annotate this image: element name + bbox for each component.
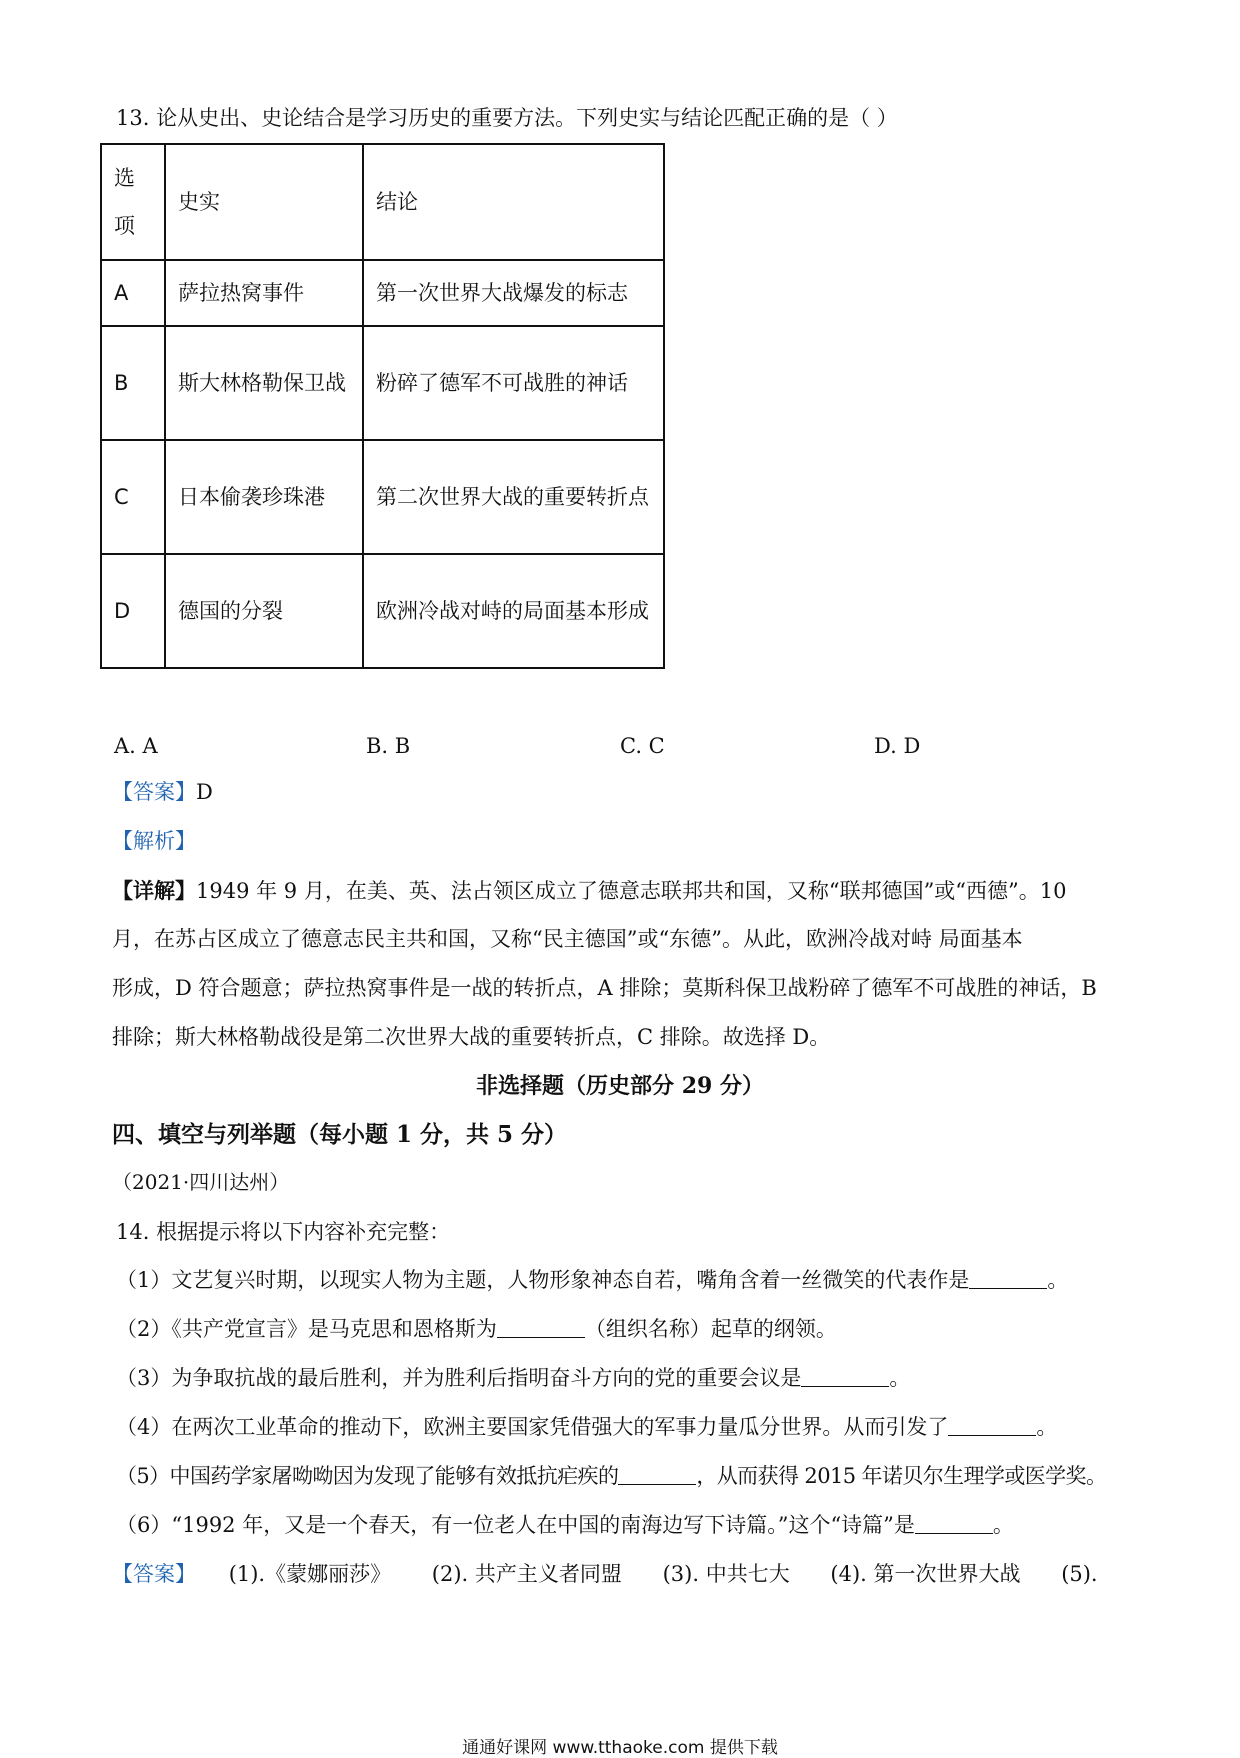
- analysis-label: 【解析】: [112, 829, 196, 853]
- question-13-stem: 13. 论从史出、史论结合是学习历史的重要方法。下列史实与结论匹配正确的是（ ）: [116, 106, 898, 130]
- header-conclusion: 结论: [363, 144, 664, 260]
- item-text: 。: [1036, 1415, 1058, 1439]
- table-row: [101, 554, 664, 668]
- question-14-stem: 14. 根据提示将以下内容补充完整：: [116, 1220, 451, 1244]
- detail-line-2: 月，在苏占区成立了德意志民主共和国，又称“民主德国”或“东德”。从此，欧洲冷战对峙 局面基本: [112, 927, 1023, 951]
- item-text: （4）在两次工业革命的推动下，欧洲主要国家凭借强大的军事力量瓜分世界。从而引发了: [116, 1415, 949, 1439]
- header-option: 选项: [101, 144, 165, 260]
- answer-item: (3). 中共七大: [662, 1562, 790, 1586]
- item-text: （3）为争取抗战的最后胜利，并为胜利后指明奋斗方向的党的重要会议是: [116, 1366, 802, 1390]
- detail-line-3: 形成，D 符合题意；萨拉热窝事件是一战的转折点，A 排除；莫斯科保卫战粉碎了德军不可战胜的神话，B: [112, 976, 1097, 1000]
- item-text: （5）中国药学家屠呦呦因为发现了能够有效抵抗疟疾的: [116, 1464, 619, 1488]
- row-conclusion: 欧洲冷战对峙的局面基本形成: [363, 554, 664, 668]
- item-1: [116, 1270, 1068, 1291]
- detail-line-1: [112, 880, 1067, 902]
- item-text: 。: [1047, 1268, 1069, 1292]
- header-fact: 史实: [165, 144, 363, 260]
- choice-b: B. B: [366, 734, 411, 758]
- row-fact: 日本偷袭珍珠港: [165, 440, 363, 554]
- answer-item: (2). 共产主义者同盟: [431, 1562, 622, 1586]
- row-fact: 斯大林格勒保卫战: [165, 326, 363, 440]
- question-14-source: （2021·四川达州）: [112, 1170, 290, 1194]
- row-option: C: [101, 440, 165, 554]
- item-text: （2）《共产党宣言》是马克思和恩格斯为: [116, 1317, 497, 1341]
- item-text: （1）文艺复兴时期，以现实人物为主题，人物形象神态自若，嘴角含着一丝微笑的代表作是: [116, 1268, 970, 1292]
- row-conclusion: 粉碎了德军不可战胜的神话: [363, 326, 664, 440]
- answer-blank: [801, 1368, 889, 1387]
- item-3: [116, 1368, 910, 1389]
- row-option: A: [101, 260, 165, 326]
- answer-14: [112, 1564, 1098, 1585]
- item-2: [116, 1319, 837, 1340]
- item-4: [116, 1417, 1057, 1438]
- answer-item: (5).: [1061, 1562, 1098, 1586]
- row-conclusion: 第二次世界大战的重要转折点: [363, 440, 664, 554]
- row-option: D: [101, 554, 165, 668]
- item-text: （6）“1992 年，又是一个春天，有一位老人在中国的南海边写下诗篇。”这个“诗篇”是: [116, 1513, 915, 1537]
- detail-label: 【详解】: [112, 878, 196, 903]
- table-header-row: [101, 144, 664, 260]
- fact-conclusion-table: [100, 143, 665, 669]
- answer-label: 【答案】: [112, 1562, 196, 1586]
- answer-item: (4). 第一次世界大战: [830, 1562, 1021, 1586]
- row-conclusion: 第一次世界大战爆发的标志: [363, 260, 664, 326]
- section-title: 非选择题（历史部分 29 分）: [476, 1073, 764, 1099]
- table-row: [101, 260, 664, 326]
- table-row: [101, 440, 664, 554]
- row-fact: 萨拉热窝事件: [165, 260, 363, 326]
- answer-label: 【答案】: [112, 780, 196, 804]
- choice-d: D. D: [874, 734, 921, 758]
- part-4-title: 四、填空与列举题（每小题 1 分，共 5 分）: [112, 1121, 568, 1148]
- table-row: [101, 326, 664, 440]
- answer-blank: [948, 1417, 1036, 1436]
- row-option: B: [101, 326, 165, 440]
- answer-13: [112, 782, 213, 803]
- footer: 通通好课网 www.tthaoke.com 提供下载: [462, 1738, 778, 1758]
- detail-text: 1949 年 9 月，在美、英、法占领区成立了德意志联邦共和国，又称“联邦德国”或“西德”。10: [196, 879, 1067, 903]
- answer-blank: [618, 1466, 696, 1485]
- item-text: 。: [889, 1366, 911, 1390]
- answer-item: (1).《蒙娜丽莎》: [228, 1562, 392, 1586]
- detail-line-4: 排除；斯大林格勒战役是第二次世界大战的重要转折点，C 排除。故选择 D。: [112, 1025, 831, 1049]
- item-5: [116, 1466, 1106, 1487]
- answer-blank: [969, 1270, 1047, 1289]
- answer-value: D: [196, 780, 213, 804]
- item-text: ，从而获得 2015 年诺贝尔生理学或医学奖。: [696, 1464, 1107, 1488]
- answer-blank: [497, 1319, 585, 1338]
- row-fact: 德国的分裂: [165, 554, 363, 668]
- choice-c: C. C: [620, 734, 665, 758]
- choice-a: A. A: [114, 734, 158, 758]
- answer-blank: [915, 1515, 993, 1534]
- item-text: 。: [992, 1513, 1014, 1537]
- item-text: （组织名称）起草的纲领。: [584, 1317, 837, 1341]
- item-6: [116, 1515, 1014, 1536]
